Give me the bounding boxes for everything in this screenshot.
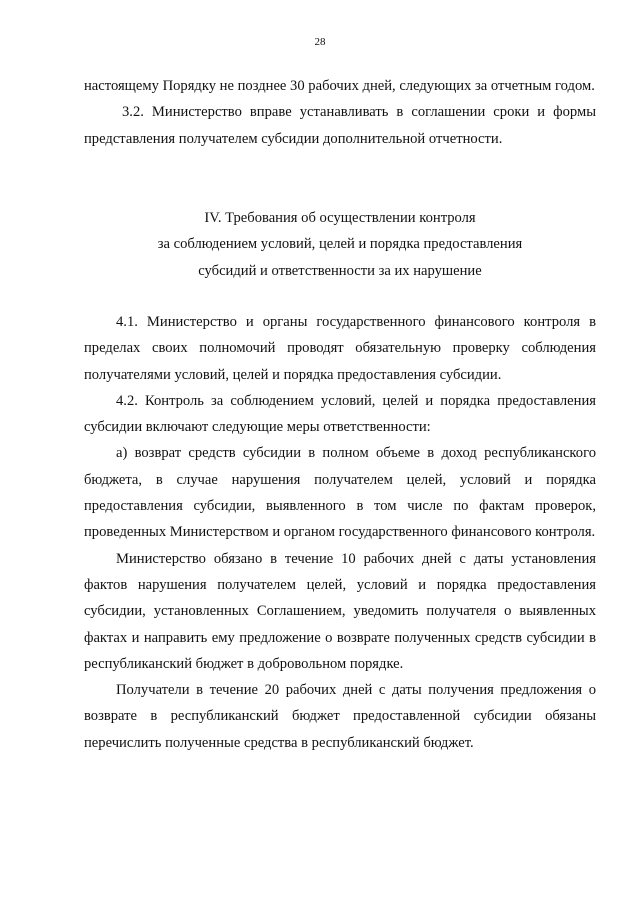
paragraph-4-2-a: а) возврат средств субсидии в полном объеме в доход республиканского бюджета, в случае нарушения получателем целей, условий и порядка предоставления субсидии, выявленного в том числе по фактам проверок, проведенных Министерством и органом государственного финансового контроля. — [84, 445, 596, 541]
section-heading-line-1: IV. Требования об осуществлении контроля — [204, 210, 476, 226]
section-heading-line-2: за соблюдением условий, целей и порядка предоставления — [157, 236, 523, 253]
paragraph-4-2: 4.2. Контроль за соблюдением условий, целей и порядка предоставления субсидии включают следующие меры ответственности: — [84, 392, 596, 436]
top-text-block — [84, 73, 596, 152]
section-heading — [84, 205, 596, 284]
paragraph-3-2: 3.2. Министерство вправе устанавливать в соглашении сроки и формы представления получателем субсидии дополнительной отчетности. — [84, 104, 596, 147]
page-number: 28 — [314, 36, 326, 48]
bottom-text-block — [84, 309, 596, 756]
paragraph-recipients-refund: Получатели в течение 20 рабочих дней с даты получения предложения о возврате в республиканский бюджет предоставленной субсидии обязаны перечислить полученные средства в республиканский бюджет. — [84, 682, 596, 751]
paragraph-ministry-obligation: Министерство обязано в течение 10 рабочих дней с даты установления фактов нарушения получателем целей, условий и порядка предоставления субсидии, установленных Соглашением, уведомить получателя о выявленных фактах и направить ему предложение о возврате полученных средств субсидии в республиканский бюджет в добровольном порядке. — [84, 550, 596, 672]
section-heading-line-3: субсидий и ответственности за их нарушение — [198, 262, 482, 279]
paragraph-4-1: 4.1. Министерство и органы государственного финансового контроля в пределах своих полномочий проводят обязательную проверку соблюдения получателями условий, целей и порядка предоставления субсидии. — [84, 314, 596, 383]
paragraph-continuation: настоящему Порядку не позднее 30 рабочих дней, следующих за отчетным годом. — [84, 78, 595, 94]
